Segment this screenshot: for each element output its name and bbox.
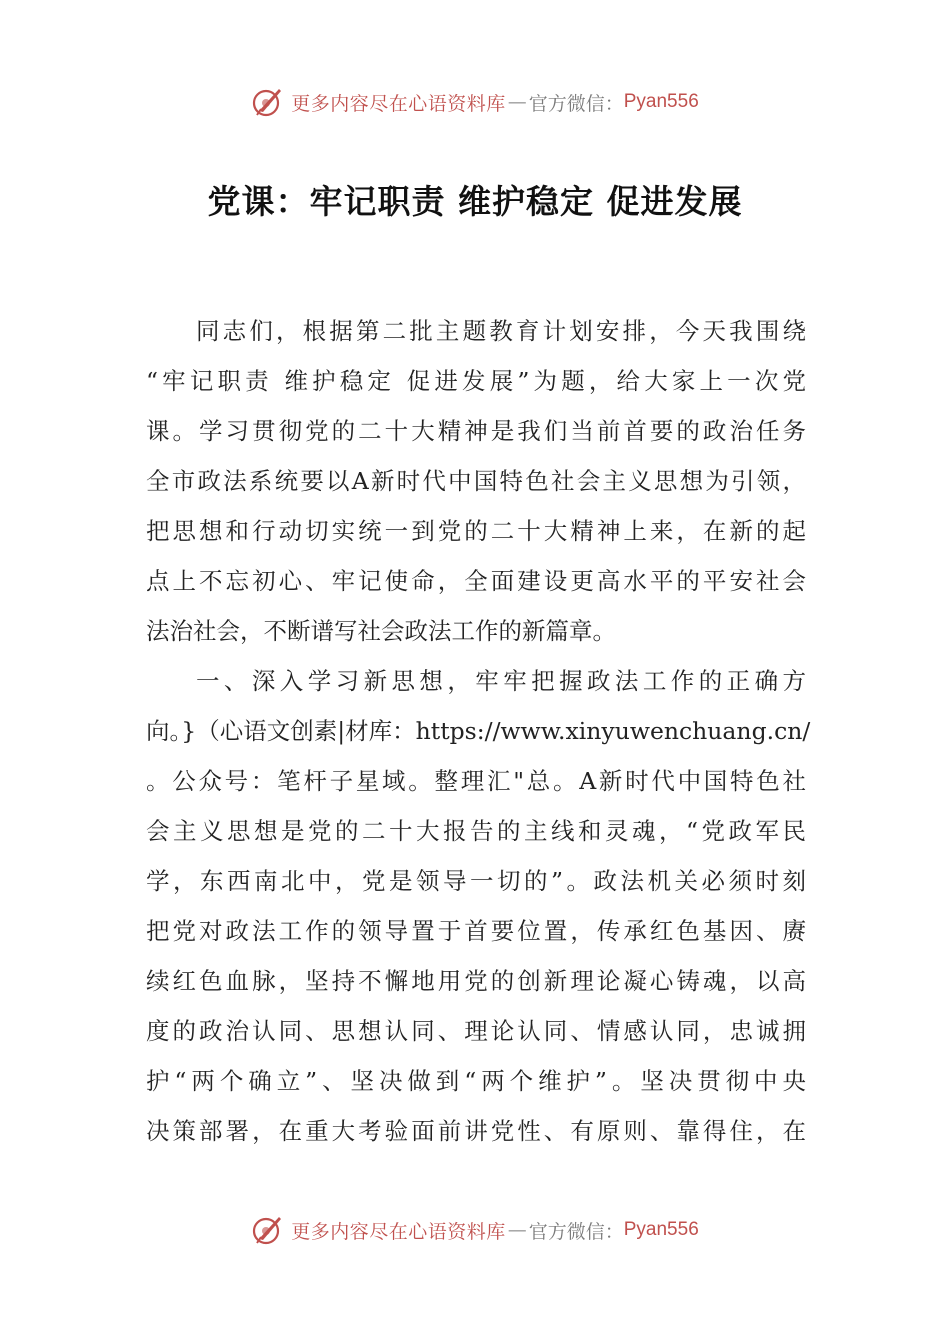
paragraph-line: 把思想和行动切实统一到党的二十大精神上来，在新的起 [146, 517, 806, 545]
paragraph-line: 向。}（心语文创素|材库：https://www.xinyuwenchuang.cn/ [146, 717, 811, 745]
paragraph-line: 决策部署，在重大考验面前讲党性、有原则、靠得住，在 [146, 1117, 806, 1145]
banner-dash: — [507, 1219, 527, 1241]
paragraph-line: “牢记职责 维护稳定 促进发展”为题，给大家上一次党 [146, 367, 806, 395]
document-body [146, 306, 811, 1156]
paragraph-line: 全市政法系统要以A新时代中国特色社会主义思想为引领， [146, 467, 806, 495]
paragraph-line: 续红色血脉，坚持不懈地用党的创新理论凝心铸魂，以高 [146, 967, 806, 995]
paragraph-line: 度的政治认同、思想认同、理论认同、情感认同，忠诚拥 [146, 1017, 806, 1045]
paragraph-line: 会主义思想是党的二十大报告的主线和灵魂，“党政军民 [146, 817, 806, 845]
paragraph-line: 学，东西南北中，党是领导一切的”。政法机关必须时刻 [146, 867, 806, 895]
banner-dash: — [507, 91, 527, 113]
header-watermark-banner [0, 82, 950, 122]
quill-logo-icon [251, 85, 285, 119]
paragraph-line: 点上不忘初心、牢记使命，全面建设更高水平的平安社会 [146, 567, 806, 595]
banner-wechat-id: Pyan556 [623, 91, 699, 112]
paragraph-line: 一、深入学习新思想，牢牢把握政法工作的正确方 [196, 667, 806, 695]
quill-logo-icon [251, 1213, 285, 1247]
paragraph-line: 法治社会，不断谱写社会政法工作的新篇章。 [146, 617, 616, 645]
paragraph-line: 课。学习贯彻党的二十大精神是我们当前首要的政治任务 [146, 417, 806, 445]
banner-wechat-id: Pyan556 [623, 1219, 699, 1240]
paragraph-line: 把党对政法工作的领导置于首要位置，传承红色基因、赓 [146, 917, 806, 945]
paragraph-line: 护“两个确立”、坚决做到“两个维护”。坚决贯彻中央 [146, 1067, 806, 1095]
paragraph-line: 同志们，根据第二批主题教育计划安排，今天我围绕 [196, 317, 806, 345]
banner-site-text: 更多内容尽在心语资料库 [291, 1220, 506, 1243]
footer-watermark-banner [0, 1210, 950, 1250]
banner-site-text: 更多内容尽在心语资料库 [291, 92, 506, 115]
banner-wechat-label: 官方微信： [528, 92, 624, 115]
banner-wechat-label: 官方微信： [528, 1220, 624, 1243]
document-title: 党课：牢记职责 维护稳定 促进发展 [207, 182, 743, 221]
paragraph-line: 。公众号：笔杆子星域。整理汇"总。A新时代中国特色社 [146, 767, 806, 795]
